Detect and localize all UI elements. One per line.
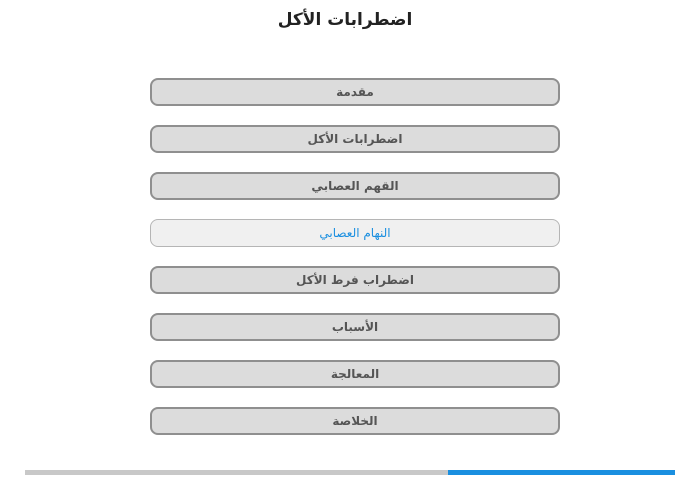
chapter-button-causes[interactable]: الأسباب [150, 313, 560, 341]
chapter-button-eating-disorders[interactable]: اضطرابات الأكل [150, 125, 560, 153]
menu-item [150, 407, 560, 435]
chapter-button-introduction[interactable]: مقدمة [150, 78, 560, 106]
chapter-button-binge-eating-disorder[interactable]: اضطراب فرط الأكل [150, 266, 560, 294]
menu-item [150, 172, 560, 200]
menu-item [150, 78, 560, 106]
menu-item [150, 125, 560, 153]
progress-bar-fill [448, 470, 676, 475]
progress-bar [25, 470, 675, 475]
chapter-button-treatment[interactable]: المعالجة [150, 360, 560, 388]
chapter-button-bulimia-nervosa[interactable]: النهام العصابي [150, 219, 560, 247]
page-title: اضطرابات الأكل [277, 10, 413, 30]
chapter-menu [150, 78, 560, 454]
chapter-button-anorexia-nervosa[interactable]: القهم العصابي [150, 172, 560, 200]
menu-item [150, 219, 560, 247]
menu-item [150, 360, 560, 388]
chapter-button-summary[interactable]: الخلاصة [150, 407, 560, 435]
menu-item [150, 313, 560, 341]
menu-item [150, 266, 560, 294]
